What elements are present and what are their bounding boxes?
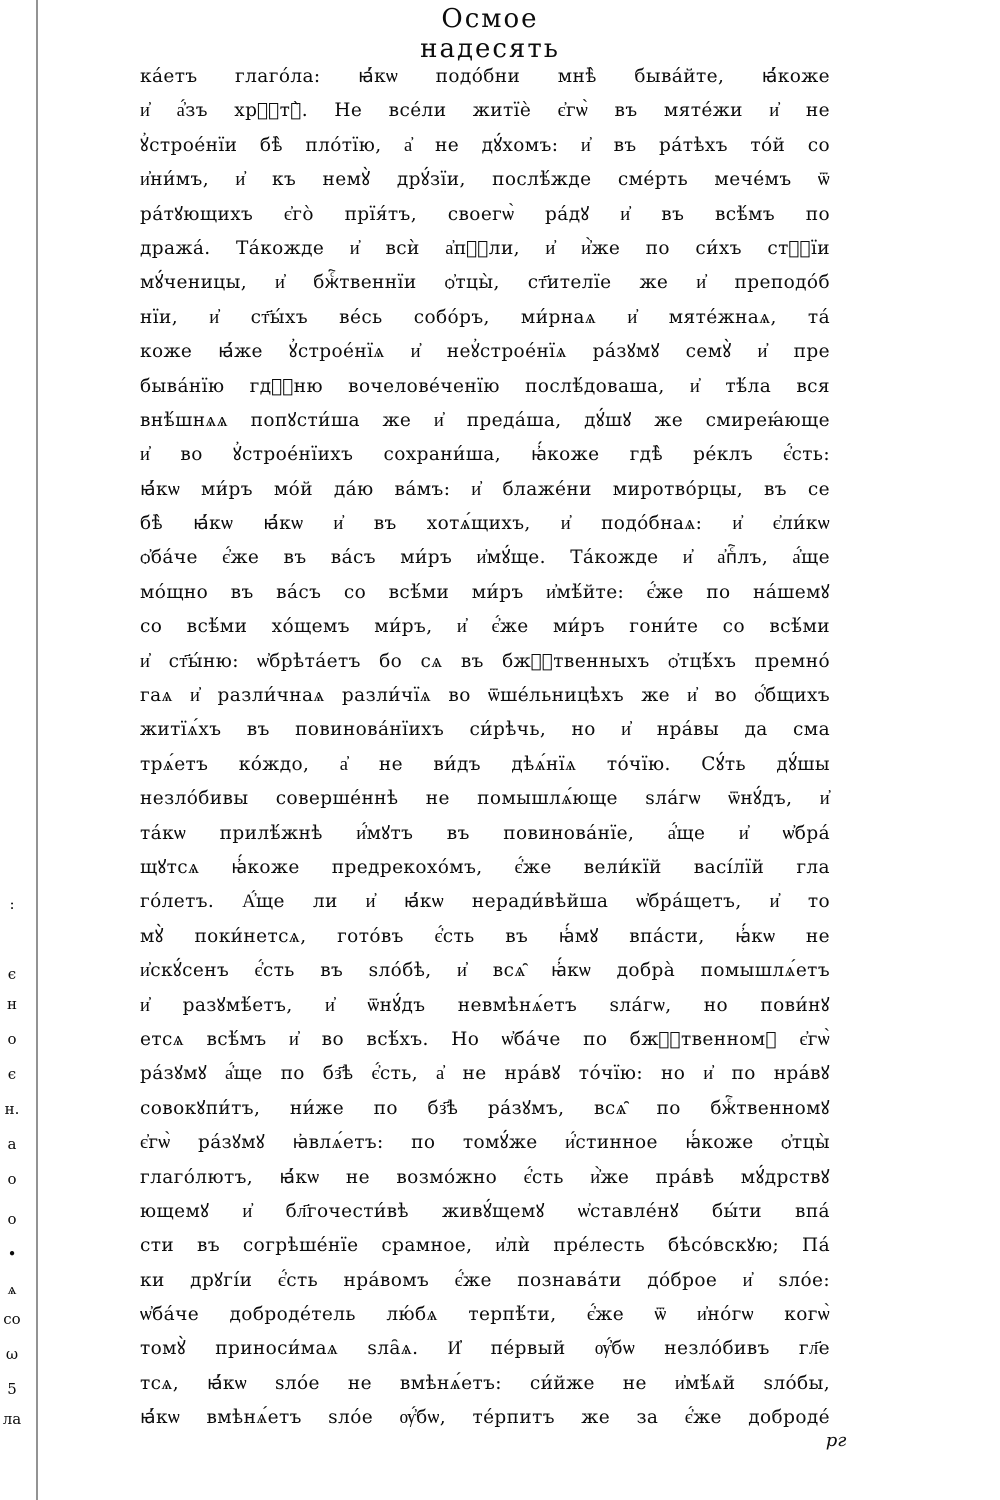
gutter-fragment: н	[7, 995, 17, 1013]
gutter-fragment: 5	[7, 1380, 17, 1398]
text-line: ꙋ҆строе́нїи бѣ̀ пло́тїю, а҆ не дꙋ́хомъ: и҆ въ ра́тѣхъ то́й со	[140, 134, 830, 156]
text-line: ра́тꙋющихъ є҆го̀ прїя́тъ, своегѡ̀ ра́дꙋ и҆ въ всѣ́мъ по	[140, 203, 830, 225]
text-line: томꙋ̀ приноси́маѧ ѕла̑ѧ. И҆ пе́рвый ѹ҆́бѡ незло́бивъ гл҃е	[140, 1338, 830, 1360]
text-line: ꙗ҆́кѡ ми́ръ мо́й да́ю ва́мъ: и҆ блаже́ни миротво́рцы, въ се	[140, 478, 830, 500]
text-line: житїѧ́хъ въ повинова́нїихъ си́рѣчь, но и҆ нра́вы да сма	[140, 719, 830, 741]
gutter-fragment: н.	[4, 1100, 20, 1118]
gutter-fragment: о	[7, 1030, 17, 1048]
page-edge-rule	[36, 0, 38, 1500]
text-line: ющемꙋ и҆ бл҃гочести́вѣ живꙋ́щемꙋ ѡ҆ставле́нꙋ бы́ти впа́	[140, 1200, 830, 1222]
text-line: є҆гѡ̀ ра́зꙋмꙋ ꙗ҆влѧ́етъ: по томꙋ́же и҆́стинное ꙗ҆́коже ѻ҆тцы̀	[140, 1132, 830, 1154]
text-line: бѣ̀ ꙗ҆́кѡ ꙗ҆́кѡ и҆ въ хотѧ́щихъ, и҆ подо́бнаѧ: и҆ є҆ли́кѡ	[140, 513, 830, 535]
gutter-fragment: о	[7, 1170, 17, 1188]
text-line: внѣ́шнѧѧ попꙋсти́ша же и҆ преда́ша, дꙋ́шꙋ же смиреꙗ́юще	[140, 409, 830, 431]
gutter-fragment: •	[7, 1245, 17, 1263]
text-line: глаго́лютъ, ꙗ҆́кѡ не возмо́жно є҆́сть и҆̀же пра́вѣ мꙋ́дрствꙋ	[140, 1166, 830, 1188]
text-line: и҆ во ꙋ҆строе́нїихъ сохрани́ша, ꙗ҆́коже гдѣ̀ ре́клъ є҆́сть:	[140, 444, 830, 466]
gutter-fragment: є	[7, 965, 17, 983]
text-line: совокꙋпи́тъ, ни́же по бз҃ѣ ра́зꙋмъ, всѧ̑ по бжⷭ҇твенномꙋ	[140, 1097, 830, 1119]
folio-number: рг	[825, 1430, 847, 1451]
text-line: тсѧ, ꙗ҆́кѡ ѕло́е не вмѣнѧ́етъ: си́йже не и҆мѣ́ѧй ѕло́бы,	[140, 1372, 830, 1394]
text-line: коже ꙗ҆́же ꙋ҆строе́нїѧ и҆ неꙋ҆строе́нїѧ ра́зꙋмꙋ семꙋ̀ и҆ пре	[140, 341, 830, 363]
main-text-block	[140, 60, 830, 1436]
text-line: ꙗ҆́кѡ вмѣнѧ́етъ ѕло́е ѹ҆́бѡ, те́рпитъ же за є҆́же доброде́	[140, 1407, 830, 1429]
text-line: и҆ни́мъ, и҆ къ немꙋ̀ дрꙋ́зїи, послѣ́жде сме́рть мече́мъ ѿ	[140, 169, 830, 191]
gutter-fragment: а	[7, 1135, 17, 1153]
gutter-fragment: :	[9, 895, 15, 913]
text-line: ки дрꙋгі́и є҆́сть нра́вомъ є҆́же познава́ти до́брое и҆ ѕло́е:	[140, 1269, 830, 1291]
gutter-fragment: о	[7, 1210, 17, 1228]
text-line: ѻ҆ба́че є҆́же въ ва́съ ми́ръ и҆мꙋ́ще. Та́кожде и҆ а҆пⷭ҇лъ, а҆́ще	[140, 547, 830, 569]
gutter-fragment: ω	[5, 1345, 19, 1363]
text-line: и҆ разꙋмѣ́етъ, и҆ ѿнꙋ́дъ невмѣнѧ́етъ ѕла́гѡ, но пови́нꙋ	[140, 994, 830, 1016]
text-line: етсѧ всѣ́мъ и҆ во всѣ́хъ. Но ѡ҆ба́че по бжⷭ҇твенномꙋ є҆гѡ̀	[140, 1028, 830, 1050]
text-line: гаѧ и҆ разли́чнаѧ разли́чїѧ во ѿше́льницѣхъ же и҆ во ѻ҆́бщихъ	[140, 685, 830, 707]
text-line: го́летъ. А҆́ще ли и҆ ꙗ҆́кѡ неради́вѣйша ѡ҆бра́щетъ, и҆ то	[140, 891, 830, 913]
text-line: со всѣ́ми хо́щемъ ми́ръ, и҆ є҆́же ми́ръ гони́те со всѣ́ми	[140, 616, 830, 638]
text-line: мꙋ́ченицы, и҆ бжⷭ҇твеннїи ѻ҆тцы̀, ст҃ителїе же и҆ преподо́б	[140, 272, 830, 294]
text-line: мо́щно въ ва́съ со всѣ́ми ми́ръ и҆мѣ́йте: є҆́же по на́шемꙋ	[140, 581, 830, 603]
gutter-fragment: ла	[2, 1410, 22, 1428]
text-line: ра́зꙋмꙋ а҆́ще по бз҃ѣ є҆́сть, а҆ не нра́вꙋ то́чїю: но и҆ по нра́вꙋ	[140, 1063, 830, 1085]
adjacent-page-gutter	[0, 0, 46, 1500]
text-line: трѧ́етъ ко́ждо, а҆ не ви́дъ дѣѧ́нїѧ то́чїю. Сꙋ́ть дꙋ́шы	[140, 753, 830, 775]
running-head: Осмое надесять	[420, 4, 560, 64]
text-line: ѡ҆ба́че доброде́тель лю́бѧ терпѣ́ти, є҆́же ѿ и҆но́гѡ когѡ̀	[140, 1304, 830, 1326]
gutter-fragment: є	[7, 1065, 17, 1083]
text-line: та́кѡ прилѣ́жнѣ и҆́мꙋтъ въ повинова́нїе, а҆́ще и҆ ѡ҆бра́	[140, 822, 830, 844]
text-line: и҆скꙋ́сенъ є҆́сть въ ѕло́бѣ, и҆ всѧ̑ ꙗ҆́кѡ добра̀ помышлѧ́етъ	[140, 960, 830, 982]
text-line: и҆ ст҃ы́ню: ѡ҆брѣта́етъ бо сѧ въ бжⷭ҇твенныхъ ѻ҆тцѣ́хъ премно́	[140, 650, 830, 672]
text-line: сти въ согрѣше́нїе срамное, и҆лѝ пре́лесть бѣсо́вскꙋю; Па́	[140, 1235, 830, 1257]
text-line: нїи, и҆ ст҃ы́хъ ве́сь собо́ръ, ми́рнаѧ и҆ мяте́жнаѧ, та́	[140, 306, 830, 328]
text-line: щꙋтсѧ ꙗ҆́коже предрекохо́мъ, є҆́же вели́кїй васі́лїй гла	[140, 856, 830, 878]
gutter-fragment: со	[3, 1310, 21, 1328]
gutter-fragment: ѧ	[7, 1280, 17, 1298]
text-line: незло́бивы соверше́ннѣ не помышлѧ́юще ѕла́гѡ ѿнꙋ́дъ, и҆	[140, 788, 830, 810]
text-line: кáетъ глаго́ла: ꙗ҆́кѡ подо́бни мнѣ̀ быва́йте, ꙗ҆́коже	[140, 66, 830, 87]
text-line: мꙋ̀ поки́нетсѧ, гото́въ є҆́сть въ ꙗ҆́мꙋ впа́сти, ꙗ҆́кѡ не	[140, 925, 830, 947]
text-line: быва́нїю гдⷭ҇ню вочелове́ченїю послѣ́доваша, и҆ тѣ́ла вся	[140, 375, 830, 397]
text-line: и҆ а҆́зъ хрⷭ҇тꙋ̀. Не все́ли житїѐ є҆гѡ̀ въ мяте́жи и҆ не	[140, 100, 830, 122]
text-line: дража́. Та́кожде и҆ всѝ а҆пⷭ҇ли, и҆ и҆̀же по си́хъ стⷭ҇їи	[140, 237, 830, 259]
